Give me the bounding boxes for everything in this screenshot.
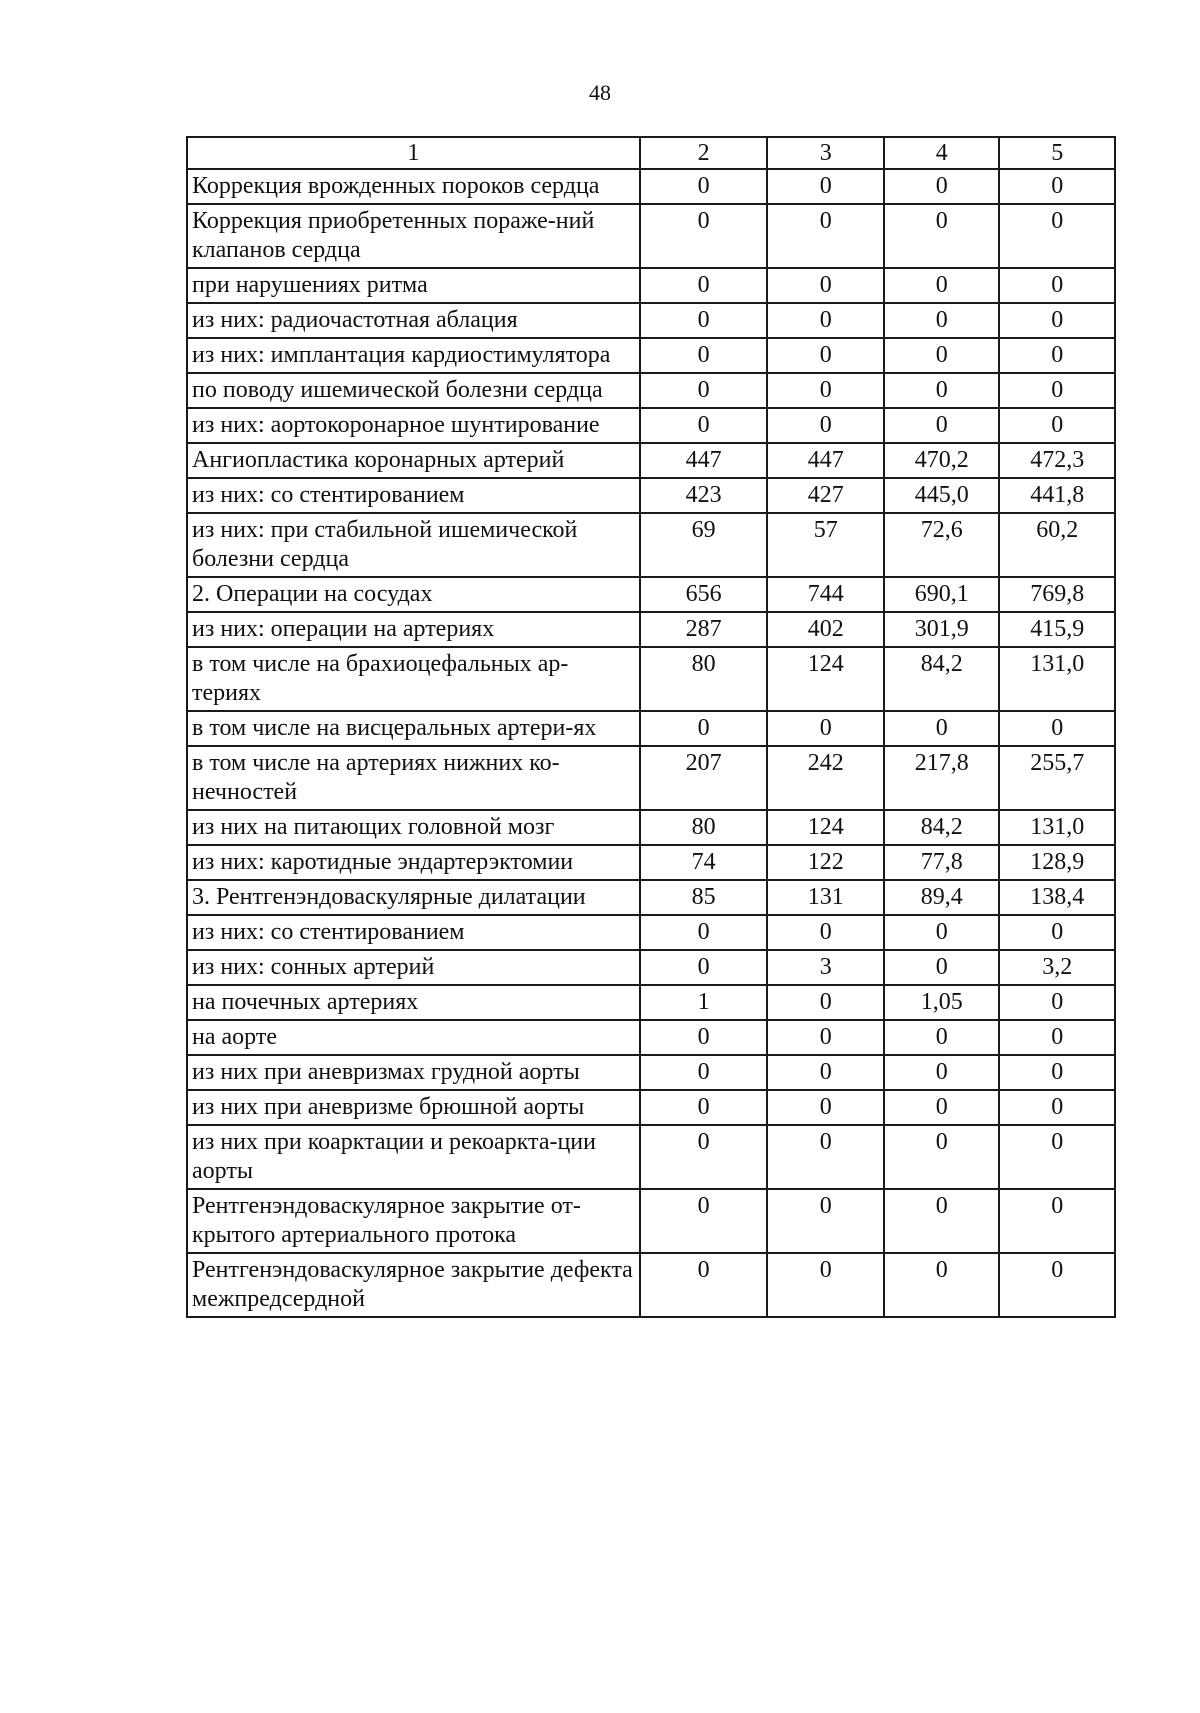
cell-col-5: 131,0 (999, 810, 1115, 845)
table-row (187, 577, 1115, 612)
cell-col-4: 0 (884, 303, 999, 338)
cell-col-4: 301,9 (884, 612, 999, 647)
cell-col-3: 0 (767, 1253, 884, 1317)
row-label: из них: операции на артериях (187, 612, 640, 647)
table-row (187, 268, 1115, 303)
row-label: на почечных артериях (187, 985, 640, 1020)
column-header-5: 5 (999, 137, 1115, 169)
table-row (187, 915, 1115, 950)
cell-col-5: 441,8 (999, 478, 1115, 513)
column-header-3: 3 (767, 137, 884, 169)
cell-col-4: 0 (884, 373, 999, 408)
cell-col-3: 131 (767, 880, 884, 915)
cell-col-4: 72,6 (884, 513, 999, 577)
row-label: в том числе на артериях нижних ко-нечностей (187, 746, 640, 810)
row-label: из них: со стентированием (187, 915, 640, 950)
cell-col-2: 0 (640, 1125, 768, 1189)
cell-col-3: 3 (767, 950, 884, 985)
cell-col-3: 0 (767, 303, 884, 338)
cell-col-4: 0 (884, 204, 999, 268)
cell-col-5: 0 (999, 303, 1115, 338)
table-row (187, 985, 1115, 1020)
cell-col-4: 0 (884, 950, 999, 985)
table-row (187, 443, 1115, 478)
row-label: из них: имплантация кардиостимулятора (187, 338, 640, 373)
row-label: Коррекция врожденных пороков сердца (187, 169, 640, 204)
row-label: 3. Рентгенэндоваскулярные дилатации (187, 880, 640, 915)
cell-col-2: 74 (640, 845, 768, 880)
table-row (187, 408, 1115, 443)
cell-col-5: 3,2 (999, 950, 1115, 985)
cell-col-5: 0 (999, 1055, 1115, 1090)
cell-col-5: 0 (999, 1253, 1115, 1317)
cell-col-3: 124 (767, 810, 884, 845)
cell-col-5: 0 (999, 1090, 1115, 1125)
cell-col-3: 0 (767, 1055, 884, 1090)
cell-col-4: 89,4 (884, 880, 999, 915)
table-row (187, 1253, 1115, 1317)
table-row (187, 612, 1115, 647)
cell-col-2: 207 (640, 746, 768, 810)
cell-col-5: 255,7 (999, 746, 1115, 810)
cell-col-2: 0 (640, 711, 768, 746)
cell-col-2: 69 (640, 513, 768, 577)
cell-col-2: 447 (640, 443, 768, 478)
cell-col-5: 138,4 (999, 880, 1115, 915)
cell-col-4: 0 (884, 1090, 999, 1125)
cell-col-2: 0 (640, 1090, 768, 1125)
table-row (187, 746, 1115, 810)
cell-col-3: 0 (767, 1020, 884, 1055)
column-header-1: 1 (187, 137, 640, 169)
cell-col-3: 0 (767, 169, 884, 204)
cell-col-3: 0 (767, 1189, 884, 1253)
cell-col-2: 85 (640, 880, 768, 915)
cell-col-2: 1 (640, 985, 768, 1020)
row-label: из них при коарктации и рекоаркта-ции аорты (187, 1125, 640, 1189)
row-label: на аорте (187, 1020, 640, 1055)
cell-col-2: 0 (640, 1055, 768, 1090)
cell-col-4: 0 (884, 268, 999, 303)
cell-col-5: 0 (999, 204, 1115, 268)
row-label: из них: при стабильной ишемической болезни сердца (187, 513, 640, 577)
cell-col-4: 1,05 (884, 985, 999, 1020)
cell-col-5: 0 (999, 915, 1115, 950)
cell-col-5: 128,9 (999, 845, 1115, 880)
cell-col-4: 0 (884, 1020, 999, 1055)
cell-col-3: 0 (767, 373, 884, 408)
column-header-4: 4 (884, 137, 999, 169)
cell-col-4: 0 (884, 1253, 999, 1317)
cell-col-5: 131,0 (999, 647, 1115, 711)
cell-col-5: 0 (999, 373, 1115, 408)
cell-col-2: 0 (640, 204, 768, 268)
table-body (187, 169, 1115, 1317)
cell-col-5: 0 (999, 169, 1115, 204)
cell-col-3: 124 (767, 647, 884, 711)
row-label: 2. Операции на сосудах (187, 577, 640, 612)
table-row (187, 1189, 1115, 1253)
row-label: Ангиопластика коронарных артерий (187, 443, 640, 478)
cell-col-2: 423 (640, 478, 768, 513)
cell-col-4: 84,2 (884, 810, 999, 845)
table-row (187, 1125, 1115, 1189)
cell-col-3: 0 (767, 338, 884, 373)
cell-col-5: 0 (999, 268, 1115, 303)
row-label: при нарушениях ритма (187, 268, 640, 303)
cell-col-3: 0 (767, 204, 884, 268)
row-label: из них при аневризмах грудной аорты (187, 1055, 640, 1090)
cell-col-2: 0 (640, 1189, 768, 1253)
table-row (187, 1090, 1115, 1125)
cell-col-4: 84,2 (884, 647, 999, 711)
cell-col-3: 744 (767, 577, 884, 612)
row-label: из них: радиочастотная аблация (187, 303, 640, 338)
cell-col-5: 472,3 (999, 443, 1115, 478)
cell-col-4: 0 (884, 169, 999, 204)
row-label: из них: со стентированием (187, 478, 640, 513)
cell-col-5: 60,2 (999, 513, 1115, 577)
cell-col-2: 0 (640, 303, 768, 338)
cell-col-4: 0 (884, 1125, 999, 1189)
cell-col-3: 0 (767, 1090, 884, 1125)
row-label: из них: аортокоронарное шунтирование (187, 408, 640, 443)
header-row (187, 137, 1115, 169)
cell-col-2: 287 (640, 612, 768, 647)
cell-col-2: 0 (640, 950, 768, 985)
row-label: Рентгенэндоваскулярное закрытие от-крытого артериального протока (187, 1189, 640, 1253)
table-row (187, 513, 1115, 577)
cell-col-4: 217,8 (884, 746, 999, 810)
cell-col-5: 0 (999, 985, 1115, 1020)
column-header-2: 2 (640, 137, 768, 169)
table-row (187, 478, 1115, 513)
cell-col-2: 0 (640, 1253, 768, 1317)
row-label: по поводу ишемической болезни сердца (187, 373, 640, 408)
cell-col-2: 0 (640, 169, 768, 204)
cell-col-4: 0 (884, 711, 999, 746)
cell-col-4: 0 (884, 408, 999, 443)
cell-col-3: 0 (767, 985, 884, 1020)
cell-col-4: 445,0 (884, 478, 999, 513)
cell-col-3: 242 (767, 746, 884, 810)
table-row (187, 647, 1115, 711)
cell-col-3: 447 (767, 443, 884, 478)
data-table (186, 136, 1116, 1318)
table-row (187, 338, 1115, 373)
table-row (187, 810, 1115, 845)
cell-col-2: 0 (640, 915, 768, 950)
row-label: в том числе на брахиоцефальных ар-териях (187, 647, 640, 711)
table-row (187, 204, 1115, 268)
cell-col-5: 0 (999, 711, 1115, 746)
cell-col-5: 0 (999, 1189, 1115, 1253)
cell-col-5: 0 (999, 1125, 1115, 1189)
row-label: из них при аневризме брюшной аорты (187, 1090, 640, 1125)
row-label: из них: сонных артерий (187, 950, 640, 985)
table-row (187, 1020, 1115, 1055)
cell-col-3: 0 (767, 408, 884, 443)
row-label: из них на питающих головной мозг (187, 810, 640, 845)
cell-col-2: 80 (640, 810, 768, 845)
cell-col-5: 769,8 (999, 577, 1115, 612)
table-row (187, 711, 1115, 746)
cell-col-5: 0 (999, 1020, 1115, 1055)
cell-col-3: 0 (767, 268, 884, 303)
cell-col-4: 0 (884, 338, 999, 373)
cell-col-3: 0 (767, 915, 884, 950)
cell-col-4: 0 (884, 1055, 999, 1090)
cell-col-2: 80 (640, 647, 768, 711)
cell-col-3: 57 (767, 513, 884, 577)
table-row (187, 845, 1115, 880)
cell-col-3: 427 (767, 478, 884, 513)
cell-col-5: 0 (999, 408, 1115, 443)
row-label: Коррекция приобретенных пораже-ний клапанов сердца (187, 204, 640, 268)
table-row (187, 880, 1115, 915)
cell-col-4: 77,8 (884, 845, 999, 880)
cell-col-4: 0 (884, 1189, 999, 1253)
table-row (187, 303, 1115, 338)
cell-col-2: 656 (640, 577, 768, 612)
cell-col-2: 0 (640, 408, 768, 443)
row-label: в том числе на висцеральных артери-ях (187, 711, 640, 746)
table-row (187, 950, 1115, 985)
row-label: из них: каротидные эндартерэктомии (187, 845, 640, 880)
row-label: Рентгенэндоваскулярное закрытие дефекта межпредсердной (187, 1253, 640, 1317)
cell-col-3: 0 (767, 711, 884, 746)
cell-col-5: 415,9 (999, 612, 1115, 647)
cell-col-4: 470,2 (884, 443, 999, 478)
table-row (187, 1055, 1115, 1090)
cell-col-2: 0 (640, 373, 768, 408)
table-row (187, 373, 1115, 408)
cell-col-3: 0 (767, 1125, 884, 1189)
cell-col-2: 0 (640, 268, 768, 303)
cell-col-3: 402 (767, 612, 884, 647)
cell-col-4: 0 (884, 915, 999, 950)
cell-col-5: 0 (999, 338, 1115, 373)
cell-col-2: 0 (640, 1020, 768, 1055)
cell-col-4: 690,1 (884, 577, 999, 612)
page-number: 48 (589, 80, 611, 105)
table-row (187, 169, 1115, 204)
cell-col-3: 122 (767, 845, 884, 880)
cell-col-2: 0 (640, 338, 768, 373)
